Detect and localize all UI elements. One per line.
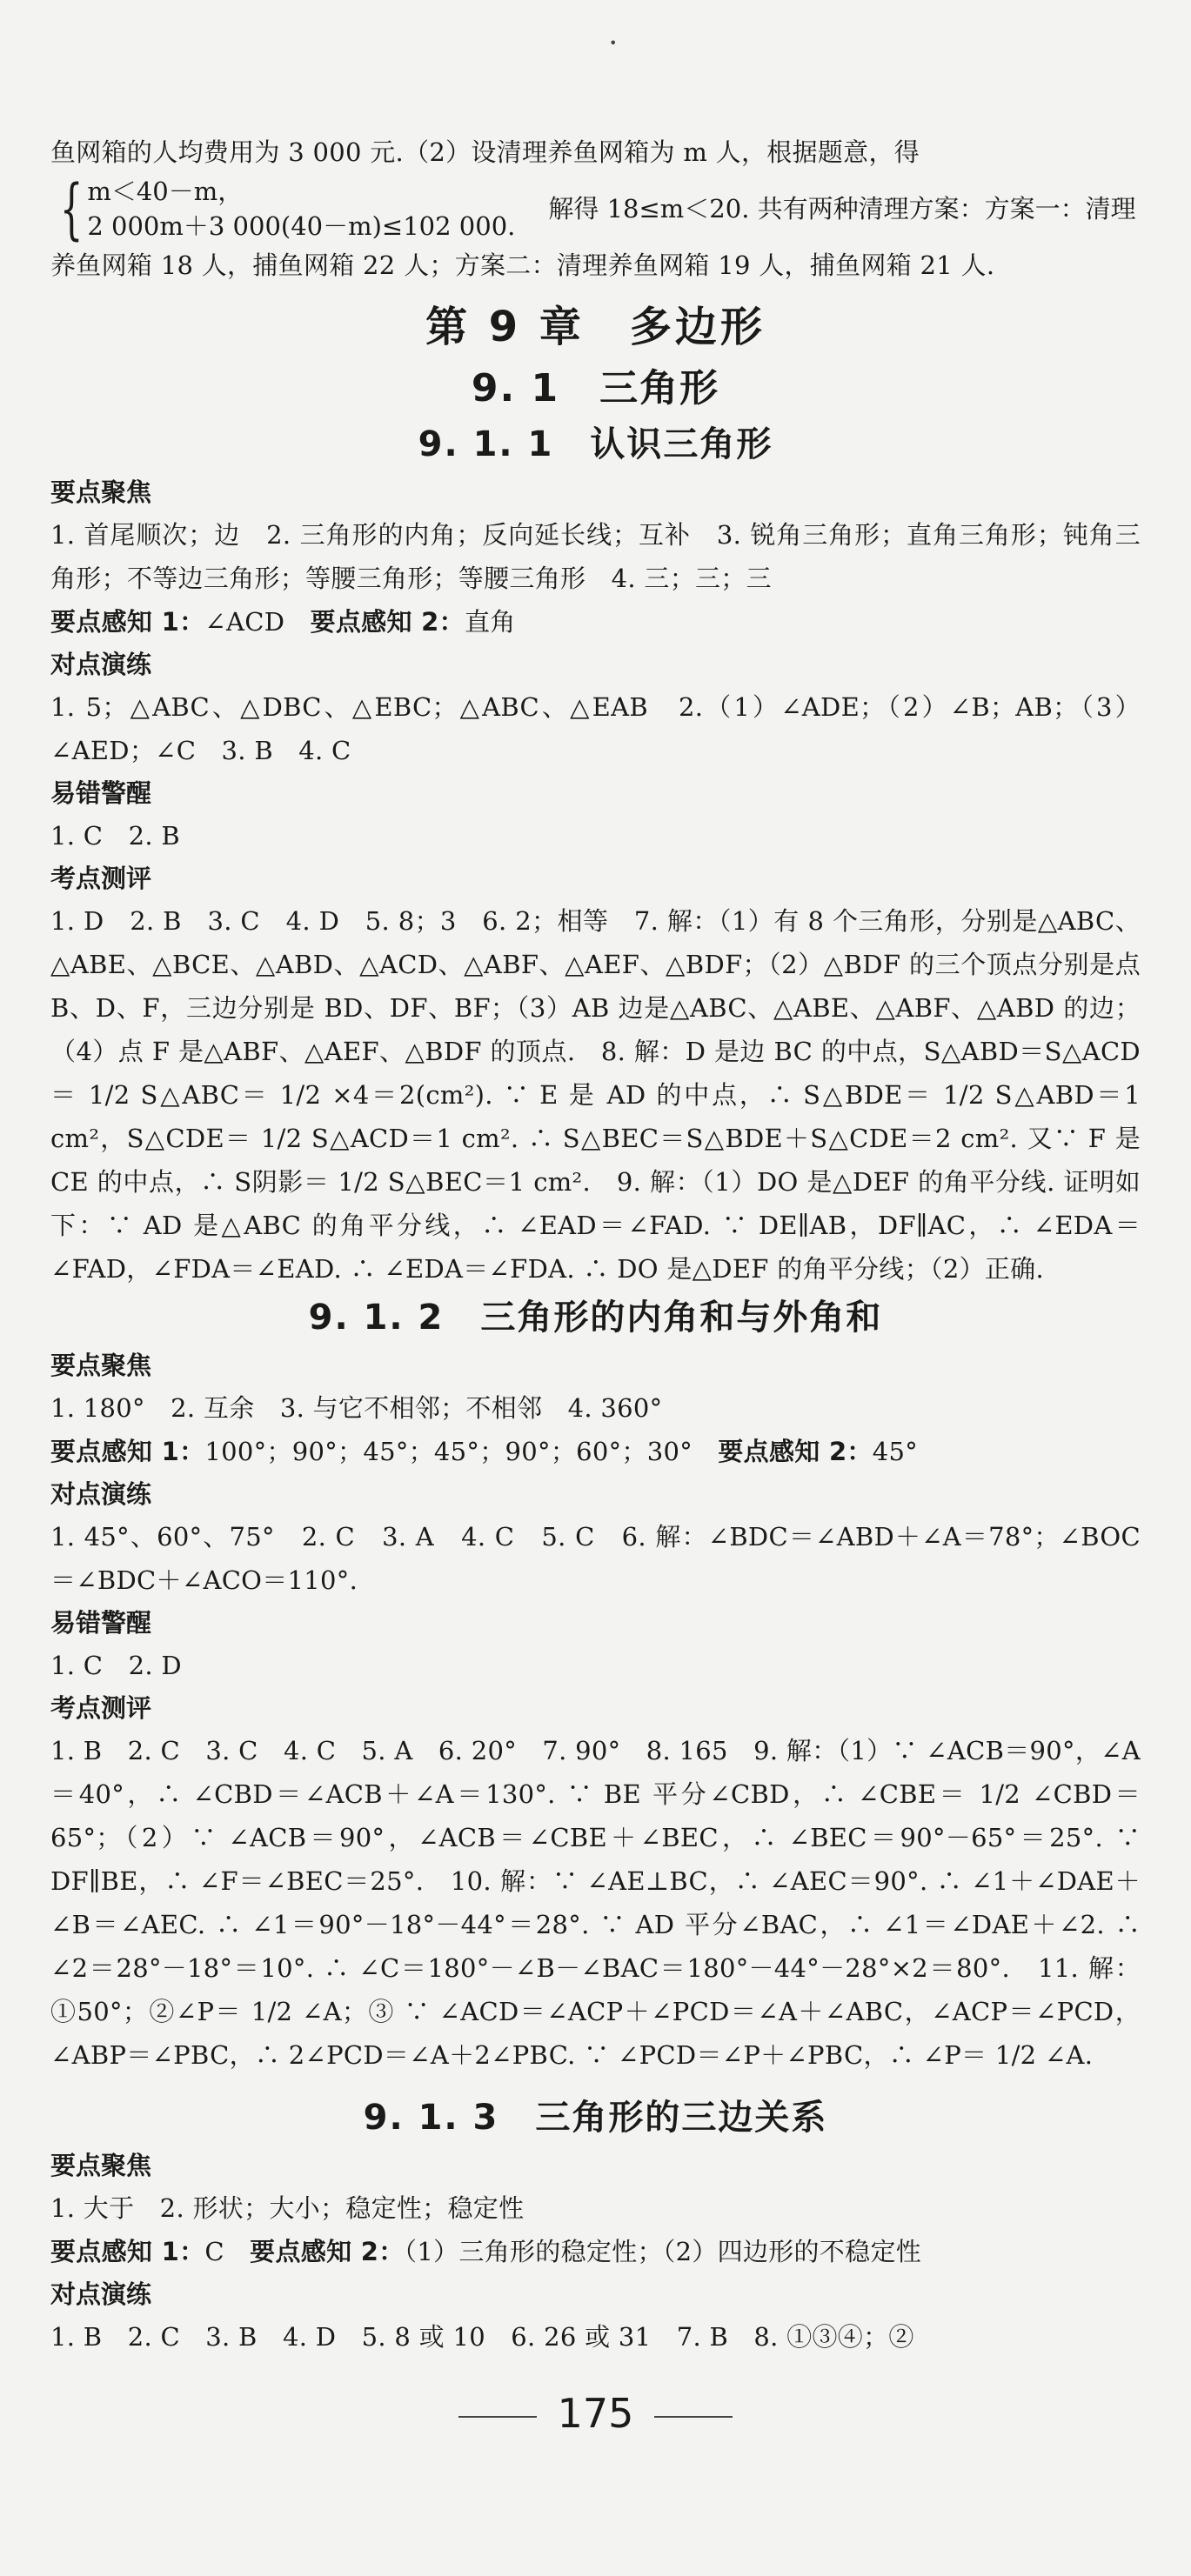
perceive-value: C — [204, 2237, 251, 2266]
mistake-answers: 1. C 2. D — [50, 1651, 182, 1680]
intro-line: 养鱼网箱 18 人，捕鱼网箱 22 人；方案二：清理养鱼网箱 19 人，捕鱼网箱 21 人. — [50, 250, 995, 280]
system-line: m＜40－m， — [87, 177, 244, 206]
inequality-system — [50, 170, 1141, 247]
system-solution: 解得 18≤m＜20. 共有两种清理方案：方案一：清理 — [548, 194, 1136, 224]
perceive-answers — [50, 1430, 1141, 1473]
assessment-answers: 1. D 2. B 3. C 4. D 5. 8；3 6. 2；相等 7. 解：（1）有 8 个三角形，分别是△ABC、△ABE、△BCE、△ABD、△ACD、△ABF、△AEF、△BDF；（2）△BDF 的三个顶点分别是点 B、D、F，三边分别是 BD、DF、BF；（3）AB 边是△ABC、△ABE、△ABF、△ABD 的边；（4）点 F 是△ABF、△AEF、△BDF 的顶点. 8. 解：D 是边 BC 的中点，S△ABD＝S△ACD＝ 1/2 S△ABC＝ 1/2 ×4＝2(cm²). ∵ E 是 AD 的中点，∴ S△BDE＝ 1/2 S△ABD＝1 cm²，S△CDE＝ 1/2 S△ACD＝1 cm². ∴ S△BEC＝S△BDE＋S△CDE＝2 cm². 又∵ F 是 CE 的中点，∴ S阴影＝ 1/2 S△BEC＝1 cm². 9. 解：（1）DO 是△DEF 的角平分线. 证明如下：∵ AD 是△ABC 的角平分线，∴ ∠EAD＝∠FAD. ∵ DE∥AB，DF∥AC，∴ ∠EDA＝∠FAD，∠FDA＝∠EAD. ∴ ∠EDA＝∠FDA. ∴ DO 是△DEF 的角平分线；（2）正确. — [50, 906, 1141, 1284]
subsection-title: 9. 1. 3 三角形的三边关系 — [363, 2098, 828, 2138]
perceive-answers — [50, 600, 1141, 644]
key-points-answers: 1. 首尾顺次；边 2. 三角形的内角；反向延长线；互补 3. 锐角三角形；直角三角形；钝角三角形；不等边三角形；等腰三角形；等腰三角形 4. 三；三；三 — [50, 520, 1141, 593]
heading-key-points: 要点聚焦 — [50, 477, 152, 507]
footer-rule — [458, 2416, 537, 2418]
system-lines — [87, 174, 515, 244]
page-footer — [0, 2387, 1191, 2439]
heading-practice: 对点演练 — [50, 2279, 152, 2309]
footer-rule — [654, 2416, 733, 2418]
heading-practice: 对点演练 — [50, 1479, 152, 1509]
key-points-answers: 1. 大于 2. 形状；大小；稳定性；稳定性 — [50, 2193, 525, 2223]
heading-practice: 对点演练 — [50, 650, 152, 679]
brace-symbol: { — [59, 170, 84, 247]
perceive-label: 要点感知 1： — [50, 607, 205, 637]
assessment-answers: 1. B 2. C 3. C 4. C 5. A 6. 20° 7. 90° 8. 165 9. 解：（1）∵ ∠ACB＝90°，∠A＝40°，∴ ∠CBD＝∠ACB＋∠A＝130°. ∵ BE 平分∠CBD，∴ ∠CBE＝ 1/2 ∠CBD＝65°；（2）∵ ∠ACB＝90°，∠ACB＝∠CBE＋∠BEC，∴ ∠BEC＝90°－65°＝25°. ∵ DF∥BE，∴ ∠F＝∠BEC＝25°. 10. 解：∵ ∠AE⊥BC，∴ ∠AEC＝90°. ∴ ∠1＋∠DAE＋∠B＝∠AEC. ∴ ∠1＝90°－18°－44°＝28°. ∵ AD 平分∠BAC，∴ ∠1＝∠DAE＋∠2. ∴ ∠2＝28°－18°＝10°. ∴ ∠C＝180°－∠B－∠BAC＝180°－44°－28°×2＝80°. 11. 解：①50°；②∠P＝ 1/2 ∠A；③ ∵ ∠ACD＝∠ACP＋∠PCD＝∠A＋∠ABC，∠ACP＝∠PCD，∠ABP＝∠PBC，∴ 2∠PCD＝∠A＋2∠PBC. ∵ ∠PCD＝∠P＋∠PBC，∴ ∠P＝ 1/2 ∠A. — [50, 1736, 1141, 2070]
perceive-label: 要点感知 2： — [718, 1437, 873, 1466]
perceive-value: ∠ACD — [204, 607, 311, 637]
perceive-value: （1）三角形的稳定性；（2）四边形的不稳定性 — [404, 2237, 922, 2266]
chapter-title: 第 9 章 多边形 — [425, 303, 766, 351]
perceive-value: 直角 — [464, 607, 516, 637]
perceive-value: 45° — [872, 1437, 919, 1466]
perceive-label: 要点感知 2： — [250, 2237, 405, 2266]
key-points-answers: 1. 180° 2. 互余 3. 与它不相邻；不相邻 4. 360° — [50, 1393, 663, 1423]
mistake-answers: 1. C 2. B — [50, 821, 180, 851]
subsection-title: 9. 1. 1 认识三角形 — [418, 424, 773, 464]
heading-mistakes: 易错警醒 — [50, 778, 152, 808]
practice-answers: 1. B 2. C 3. B 4. D 5. 8 或 10 6. 26 或 31 7. B 8. ①③④；② — [50, 2322, 914, 2352]
heading-assessment: 考点测评 — [50, 864, 152, 893]
heading-key-points: 要点聚焦 — [50, 2151, 152, 2180]
perceive-label: 要点感知 1： — [50, 2237, 205, 2266]
perceive-value: 100°；90°；45°；45°；90°；60°；30° — [204, 1437, 719, 1466]
system-line: 2 000m＋3 000(40－m)≤102 000. — [87, 211, 516, 241]
section-title: 9. 1 三角形 — [471, 366, 720, 410]
perceive-answers — [50, 2230, 1141, 2273]
heading-assessment: 考点测评 — [50, 1693, 152, 1723]
perceive-label: 要点感知 2： — [310, 607, 465, 637]
answer-page — [50, 130, 1141, 2359]
practice-answers: 1. 45°、60°、75° 2. C 3. A 4. C 5. C 6. 解：∠BDC＝∠ABD＋∠A＝78°；∠BOC＝∠BDC＋∠ACO＝110°. — [50, 1522, 1141, 1595]
heading-mistakes: 易错警醒 — [50, 1608, 152, 1638]
page-number: 175 — [557, 2390, 634, 2437]
perceive-label: 要点感知 1： — [50, 1437, 205, 1466]
practice-answers: 1. 5；△ABC、△DBC、△EBC；△ABC、△EAB 2.（1）∠ADE；（2）∠B；AB；（3）∠AED；∠C 3. B 4. C — [50, 692, 1141, 765]
intro-line: 鱼网箱的人均费用为 3 000 元.（2）设清理养鱼网箱为 m 人，根据题意，得 — [50, 137, 920, 167]
subsection-title: 9. 1. 2 三角形的内角和与外角和 — [308, 1298, 883, 1338]
heading-key-points: 要点聚焦 — [50, 1351, 152, 1380]
scan-mark: • — [609, 35, 618, 51]
